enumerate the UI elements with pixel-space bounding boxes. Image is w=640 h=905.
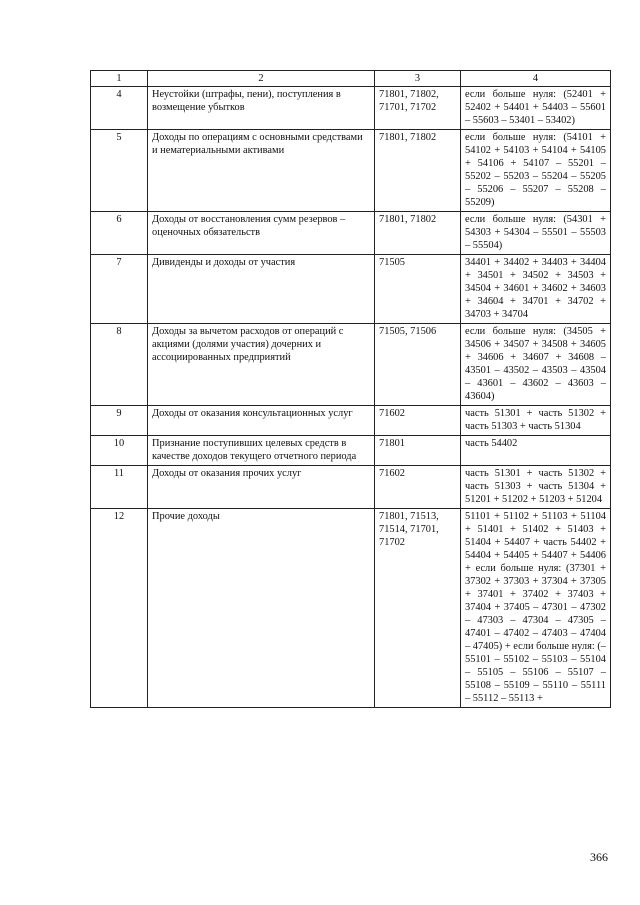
- row-formula: если больше нуля: (34505 + 34506 + 34507 + 34508 + 34605 + 34606 + 34607 + 34608 – 43501 – 43502 – 43503 – 43504 – 43601 – 43602 – 43603 – 43604): [461, 324, 611, 406]
- row-formula: часть 51301 + часть 51302 + часть 51303 + часть 51304: [461, 406, 611, 436]
- row-number: 4: [91, 87, 148, 130]
- row-accounts: 71505, 71506: [375, 324, 461, 406]
- row-number: 11: [91, 466, 148, 509]
- row-accounts: 71801, 71513, 71514, 71701, 71702: [375, 509, 461, 708]
- row-formula: часть 51301 + часть 51302 + часть 51303 + часть 51304 + 51201 + 51202 + 51203 + 51204: [461, 466, 611, 509]
- row-name: Дивиденды и доходы от участия: [148, 255, 375, 324]
- row-number: 10: [91, 436, 148, 466]
- table-row: [91, 324, 611, 406]
- row-formula: если больше нуля: (52401 + 52402 + 54401 + 54403 – 55601 – 55603 – 53401 – 53402): [461, 87, 611, 130]
- row-accounts: 71801, 71802, 71701, 71702: [375, 87, 461, 130]
- table-row: [91, 255, 611, 324]
- row-accounts: 71602: [375, 466, 461, 509]
- column-header: 4: [461, 71, 611, 87]
- table-row: [91, 436, 611, 466]
- table-row: [91, 509, 611, 708]
- column-header: 3: [375, 71, 461, 87]
- row-name: Доходы от восстановления сумм резервов – оценочных обязательств: [148, 212, 375, 255]
- column-header: 2: [148, 71, 375, 87]
- table-row: [91, 212, 611, 255]
- row-formula: часть 54402: [461, 436, 611, 466]
- accounts-table: [90, 70, 611, 708]
- row-name: Доходы от оказания консультационных услуг: [148, 406, 375, 436]
- row-name: Доходы от оказания прочих услуг: [148, 466, 375, 509]
- page-number: 366: [590, 850, 608, 864]
- row-accounts: 71505: [375, 255, 461, 324]
- row-name: Признание поступивших целевых средств в качестве доходов текущего отчетного периода: [148, 436, 375, 466]
- row-name: Доходы за вычетом расходов от операций с акциями (долями участия) дочерних и ассоциированных предприятий: [148, 324, 375, 406]
- column-header: 1: [91, 71, 148, 87]
- row-number: 6: [91, 212, 148, 255]
- row-number: 5: [91, 130, 148, 212]
- row-accounts: 71801: [375, 436, 461, 466]
- row-name: Неустойки (штрафы, пени), поступления в возмещение убытков: [148, 87, 375, 130]
- row-name: Доходы по операциям с основными средствами и нематериальными активами: [148, 130, 375, 212]
- row-formula: если больше нуля: (54101 + 54102 + 54103 + 54104 + 54105 + 54106 + 54107 – 55201 – 55202 – 55203 – 55204 – 55205 – 55206 – 55207 – 55208 – 55209): [461, 130, 611, 212]
- table-header-row: [91, 71, 611, 87]
- row-name: Прочие доходы: [148, 509, 375, 708]
- row-formula: 51101 + 51102 + 51103 + 51104 + 51401 + 51402 + 51403 + 51404 + 54407 + часть 54402 + 54404 + 54405 + 54407 + 54406 + если больше нуля: (37301 + 37302 + 37303 + 37304 + 37305 + 37401 + 37402 + 37403 + 37404 + 37405 – 47301 – 47302 – 47303 – 47304 – 47305 – 47401 – 47402 – 47403 – 47404 – 47405) + если больше нуля: (– 55101 – 55102 – 55103 – 55104 – 55105 – 55106 – 55107 – 55108 – 55109 – 55110 – 55111 – 55112 – 55113 +: [461, 509, 611, 708]
- row-number: 9: [91, 406, 148, 436]
- row-accounts: 71801, 71802: [375, 212, 461, 255]
- row-number: 8: [91, 324, 148, 406]
- table-row: [91, 130, 611, 212]
- row-number: 12: [91, 509, 148, 708]
- row-accounts: 71602: [375, 406, 461, 436]
- table-row: [91, 406, 611, 436]
- row-formula: 34401 + 34402 + 34403 + 34404 + 34501 + 34502 + 34503 + 34504 + 34601 + 34602 + 34603 + 34604 + 34701 + 34702 + 34703 + 34704: [461, 255, 611, 324]
- row-number: 7: [91, 255, 148, 324]
- table-row: [91, 466, 611, 509]
- row-formula: если больше нуля: (54301 + 54303 + 54304 – 55501 – 55503 – 55504): [461, 212, 611, 255]
- table-row: [91, 87, 611, 130]
- row-accounts: 71801, 71802: [375, 130, 461, 212]
